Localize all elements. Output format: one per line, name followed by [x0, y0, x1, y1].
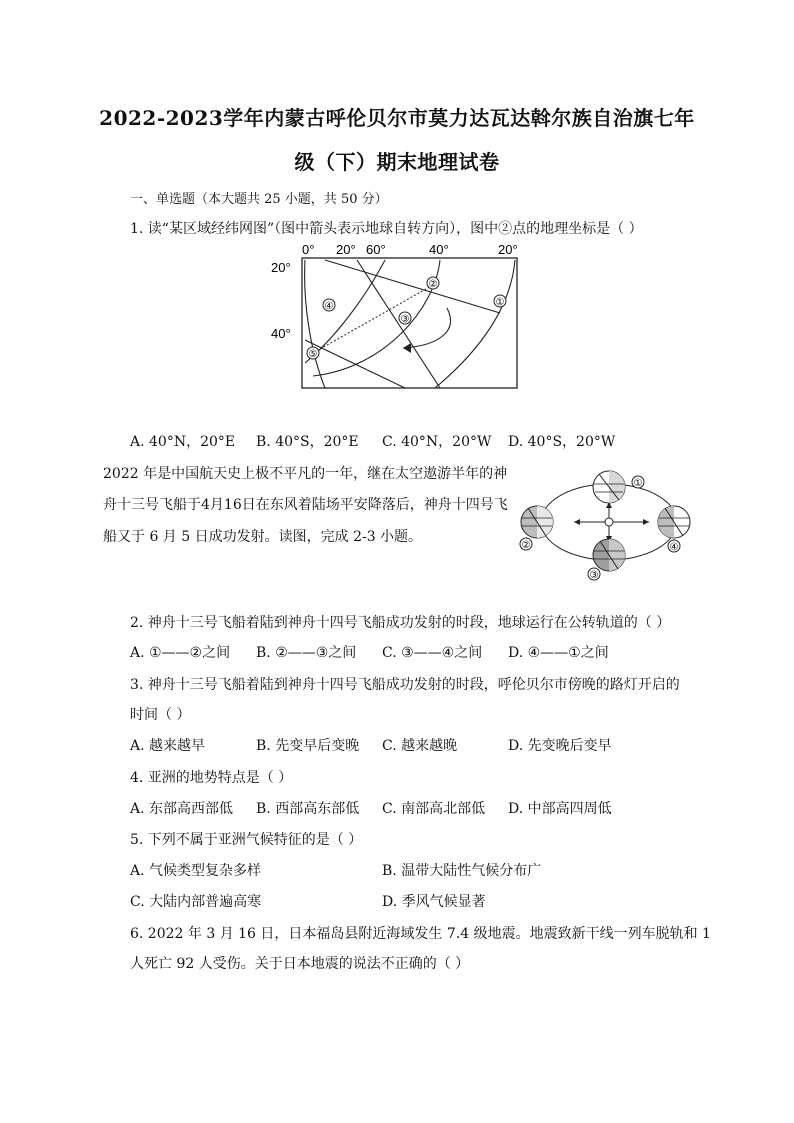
- point-1-label: ①: [495, 297, 505, 308]
- q3-option-d[interactable]: D. 先变晚后变早: [508, 738, 612, 754]
- q1-option-d[interactable]: D. 40°S，20°W: [508, 434, 616, 450]
- question-1-text: 1. 读“某区域经纬网图”（图中箭头表示地球自转方向），图中②点的地理坐标是（ ）: [130, 221, 643, 237]
- meridian-line-3: [305, 340, 405, 388]
- rotation-arrow-head: [403, 343, 411, 353]
- earth-position-2: [521, 506, 553, 538]
- parallel-curve-right: [435, 260, 515, 388]
- intro-line-3: 船又于 6 月 5 日成功发射。读图，完成 2-3 小题。: [103, 529, 423, 545]
- q4-option-a[interactable]: A. 东部高西部低: [130, 801, 234, 817]
- q2-option-c[interactable]: C. ③——④之间: [382, 645, 483, 661]
- question-3-text-line1: 3. 神舟十三号飞船着陆到神舟十四号飞船成功发射的时段，呼伦贝尔市傍晚的路灯开启的: [130, 677, 680, 693]
- question-4-text: 4. 亚洲的地势特点是（ ）: [130, 770, 293, 786]
- q2-option-a[interactable]: A. ①——②之间: [130, 645, 231, 661]
- q2-option-d[interactable]: D. ④——①之间: [508, 645, 609, 661]
- intro-line-2: 舟十三号飞船于4月16日在东风着陆场平安降落后，神舟十四号飞: [103, 497, 508, 513]
- earth-position-4: [658, 506, 690, 538]
- axis-arrow-left: [574, 519, 580, 525]
- q5-option-b[interactable]: B. 温带大陆性气候分布广: [382, 863, 542, 879]
- exam-title-line2: 级（下）期末地理试卷: [294, 150, 500, 174]
- meridian-line-1: [325, 260, 500, 313]
- question-3-text-line2: 时间（ ）: [130, 707, 191, 723]
- q1-option-a[interactable]: A. 40°N，20°E: [130, 434, 236, 450]
- q1-option-b[interactable]: B. 40°S，20°E: [256, 434, 359, 450]
- sun-icon: [605, 518, 613, 526]
- q5-option-c[interactable]: C. 大陆内部普遍高寒: [130, 894, 262, 910]
- point-4-label: ④: [324, 301, 334, 312]
- orbit-label-2: ②: [521, 540, 531, 551]
- top-label-4: 40°: [429, 242, 449, 257]
- point-2-label: ②: [428, 279, 438, 290]
- orbit-label-1: ①: [633, 478, 643, 489]
- q2-option-b[interactable]: B. ②——③之间: [256, 645, 357, 661]
- figure-frame: [302, 258, 517, 388]
- left-label-1: 20°: [271, 260, 291, 275]
- q3-option-a[interactable]: A. 越来越早: [130, 738, 206, 754]
- lat-long-grid-figure: [265, 238, 535, 396]
- top-label-1: 0°: [302, 242, 315, 257]
- q3-option-c[interactable]: C. 越来越晚: [382, 738, 458, 754]
- q4-option-d[interactable]: D. 中部高四周低: [508, 801, 612, 817]
- left-label-2: 40°: [271, 326, 291, 341]
- question-2-text: 2. 神舟十三号飞船着陆到神舟十四号飞船成功发射的时段，地球运行在公转轨道的（ ）: [130, 615, 671, 631]
- top-label-5: 20°: [498, 242, 518, 257]
- point-5-label: ⑤: [308, 349, 318, 360]
- top-label-2: 20°: [336, 242, 356, 257]
- top-label-3: 60°: [366, 242, 386, 257]
- intro-line-1: 2022 年是中国航天史上极不平凡的一年，继在太空遨游半年的神: [103, 466, 508, 482]
- question-5-text: 5. 下列不属于亚洲气候特征的是（ ）: [130, 832, 363, 848]
- question-6-text-line1: 6. 2022 年 3 月 16 日，日本福岛县附近海域发生 7.4 级地震。地震致新干线一列车脱轨和 1: [130, 926, 711, 942]
- earth-position-1: [593, 471, 625, 503]
- orbit-label-4: ④: [669, 542, 679, 553]
- q4-option-c[interactable]: C. 南部高北部低: [382, 801, 486, 817]
- section-heading: 一、单选题（本大题共 25 小题，共 50 分）: [130, 192, 388, 207]
- point-3-label: ③: [400, 314, 410, 325]
- q4-option-b[interactable]: B. 西部高东部低: [256, 801, 360, 817]
- meridian-curve: [305, 260, 325, 388]
- question-6-text-line2: 人死亡 92 人受伤。关于日本地震的说法不正确的（ ）: [130, 956, 470, 972]
- axis-arrow-right: [643, 519, 649, 525]
- parallel-curve-left: [305, 260, 385, 363]
- orbit-label-3: ③: [589, 570, 599, 581]
- q1-option-c[interactable]: C. 40°N，20°W: [382, 434, 492, 450]
- exam-title-line1: 2022-2023学年内蒙古呼伦贝尔市莫力达瓦达斡尔族自治旗七年: [99, 106, 695, 130]
- earth-orbit-figure: [514, 462, 696, 582]
- q5-option-d[interactable]: D. 季风气候显著: [382, 894, 486, 910]
- dashed-line: [313, 285, 433, 353]
- q5-option-a[interactable]: A. 气候类型复杂多样: [130, 863, 262, 879]
- q3-option-b[interactable]: B. 先变早后变晚: [256, 738, 360, 754]
- earth-position-3: [593, 539, 625, 571]
